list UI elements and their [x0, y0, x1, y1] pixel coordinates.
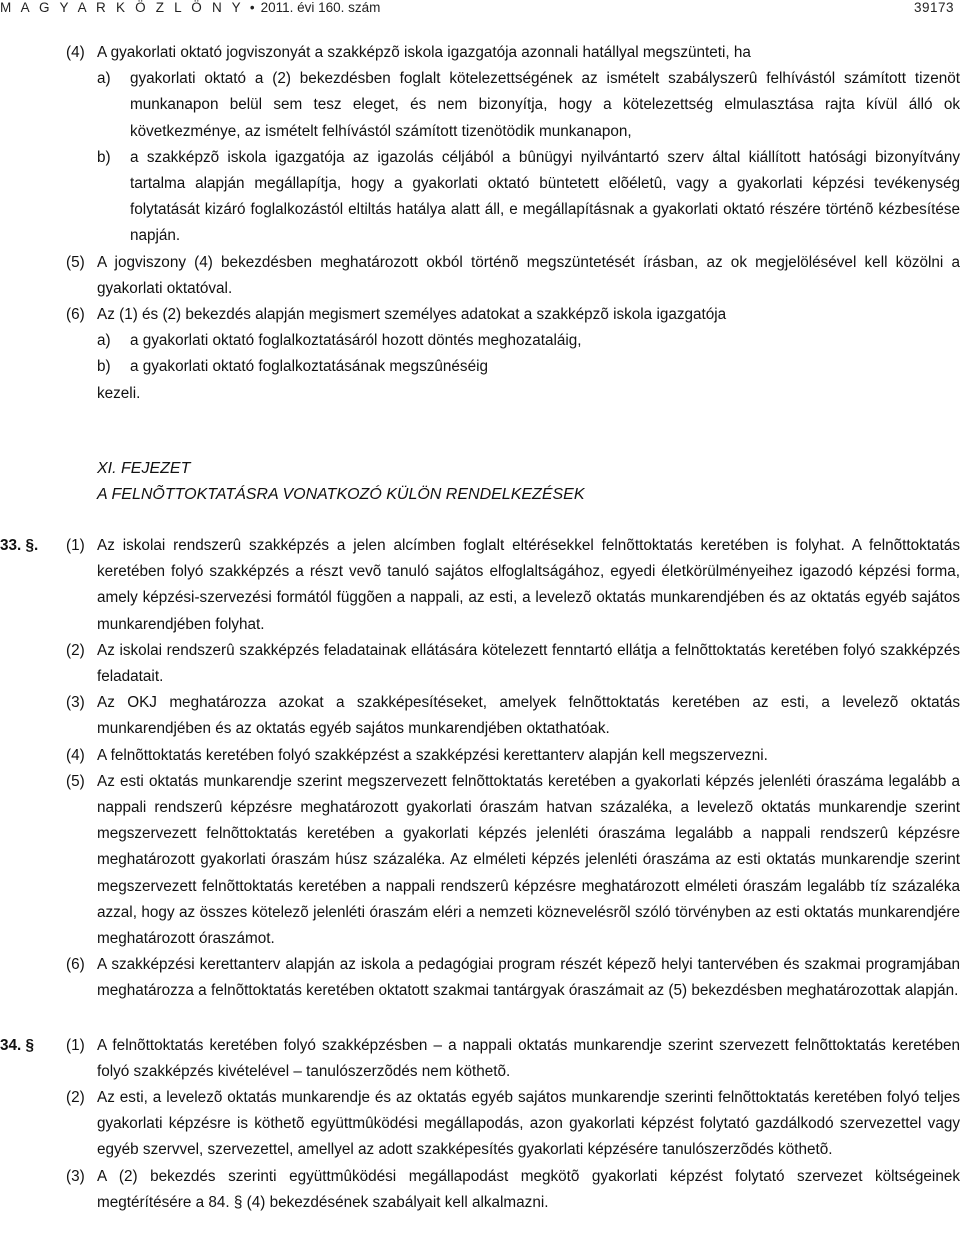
section-continued	[0, 40, 960, 407]
section-33-paragraph-4	[0, 743, 960, 769]
paragraph-number: (3)	[66, 694, 85, 712]
chapter-title: A FELNÕTTOKTATÁSRA VONATKOZÓ KÜLÖN RENDELKEZÉSEK	[97, 486, 585, 503]
point-letter: b)	[97, 148, 111, 166]
paragraph-text: Az esti, a levelezõ oktatás munkarendje és az oktatás egyéb sajátos munkarendje szerinti felnõttoktatás keretében folyó teljes gyakorlati képzésre is köthetõ együttmûködési megállapodás, azon gyakorlati képzést folytató gazdálkodó szervezettel vagy egyéb szervvel, szervezettel, amellyel az adott szakképesítés gyakorlati képzésére tanulószerzõdés köthetõ.	[97, 1089, 960, 1159]
point-letter: a)	[97, 332, 111, 350]
paragraph-number: (5)	[66, 253, 85, 271]
page-number: 39173	[913, 0, 954, 15]
header-journal-line	[0, 0, 380, 15]
section-34-paragraph-3	[0, 1164, 960, 1216]
paragraph-text: A felnõttoktatás keretében folyó szakképzést a szakképzési kerettanterv alapján kell megszervezni.	[97, 746, 768, 764]
paragraph-text: Az (1) és (2) bekezdés alapján megismert személyes adatokat a szakképzõ iskola igazgatója	[97, 306, 727, 324]
point-letter: b)	[97, 358, 111, 376]
point-a	[0, 66, 960, 145]
point-text: a gyakorlati oktató foglalkoztatásának megszûnéséig	[130, 358, 488, 376]
paragraph-text: A felnõttoktatás keretében folyó szakképzésben – a nappali oktatás munkarendje szerint szervezett felnõttoktatás keretében folyó szakképzés kivételével – tanulószerzõdés nem köthetõ.	[97, 1036, 960, 1080]
paragraph-4	[0, 40, 960, 66]
paragraph-text: Az OKJ meghatározza azokat a szakképesítéseket, amelyek felnõttoktatás keretében az esti, a levelezõ oktatás munkarendjében és az oktatás egyéb sajátos munkarendjében oktathatóak.	[97, 694, 960, 738]
paragraph-number: (6)	[66, 306, 85, 324]
paragraph-text: A gyakorlati oktató jogviszonyát a szakképzõ iskola igazgatója azonnali hatállyal megszünteti, ha	[97, 44, 751, 61]
paragraph-number: (6)	[66, 956, 85, 974]
page-header	[0, 0, 960, 20]
section-spacer	[0, 1005, 960, 1033]
paragraph-number: (5)	[66, 772, 85, 790]
paragraph-text: Az iskolai rendszerû szakképzés feladatainak ellátására kötelezett fenntartó ellátja a felnõttoktatás keretében folyó szakképzés feladatait.	[97, 641, 960, 686]
paragraph-6-point-a	[0, 328, 960, 354]
paragraph-6-closing	[0, 381, 960, 407]
paragraph-number: (4)	[66, 44, 85, 61]
section-33-paragraph-1	[0, 533, 960, 638]
section-33-paragraph-5	[0, 769, 960, 952]
sections-body	[0, 533, 960, 1216]
journal-title: M A G Y A R K Ö Z L Ö N Y	[0, 0, 244, 15]
section-34-paragraph-2	[0, 1085, 960, 1164]
paragraph-number: (2)	[66, 1089, 85, 1107]
chapter-heading	[0, 456, 960, 508]
bullet-separator: •	[249, 0, 255, 15]
closing-text: kezeli.	[97, 384, 141, 402]
section-33-paragraph-2	[0, 638, 960, 690]
paragraph-text: A (2) bekezdés szerinti együttmûködési megállapodást megkötõ gyakorlati képzést folytató szervezet költségeinek megtérítésére a 84. § (4) bekezdésének szabályait kell alkalmazni.	[97, 1167, 960, 1211]
paragraph-number: (1)	[66, 1036, 85, 1054]
section-33-paragraph-6	[0, 952, 960, 1004]
paragraph-5	[0, 250, 960, 302]
paragraph-6-point-b	[0, 354, 960, 380]
section-33-paragraph-3	[0, 690, 960, 742]
paragraph-number: (4)	[66, 746, 85, 764]
point-text: a gyakorlati oktató foglalkoztatásáról hozott döntés meghozataláig,	[130, 332, 582, 350]
issue-number: 2011. évi 160. szám	[260, 0, 381, 15]
chapter-number: XI. FEJEZET	[97, 460, 191, 477]
paragraph-text: Az esti oktatás munkarendje szerint megszervezett felnõttoktatás keretében a gyakorlati képzés jelenléti óraszáma legalább a nappali rendszerû képzésre meghatározott gyakorlati óraszám hatvan százaléka, a levelezõ oktatás munkarendje szerint megszervezett felnõttoktatás keretében a gyakorlati képzés jelenléti óraszáma legalább a nappali rendszerû képzésre meghatározott gyakorlati óraszám húsz százaléka. Az elméleti képzés jelenléti óraszáma az esti oktatás munkarendje szerint megszervezett felnõttoktatás keretében a nappali rendszerû képzésre meghatározott elméleti óraszám legalább tíz százaléka azzal, hogy az összes kötelezõ jelenléti óraszám eléri a nemzeti köznevelésrõl szóló törvényben az esti oktatás munkarendjére meghatározott óraszámot.	[97, 772, 960, 948]
paragraph-text: Az iskolai rendszerû szakképzés a jelen alcímben foglalt eltérésekkel felnõttoktatás keretében is folyhat. A felnõttoktatás keretében folyó szakképzés a részt vevõ tanuló sajátos elfoglaltságához, egyedi életkörülményeihez igazodó képzési forma, amely képzési-szervezési formától függõen a nappali, az esti, a levelezõ oktatás munkarendjében és az oktatás egyéb sajátos munkarendjében folyhat.	[97, 537, 960, 633]
paragraph-number: (1)	[66, 537, 85, 554]
point-text: a szakképzõ iskola igazgatója az igazolás céljából a bûnügyi nyilvántartó szerv által kiállított hatósági bizonyítvány tartalma alapján megállapítja, hogy a gyakorlati oktató büntetett elõéletû, vagy a gyakorlati képzési tevékenység folytatását kizáró foglalkozástól eltiltás hatálya alatt áll, e megállapításnak a gyakorlati oktató részére történõ kézbesítése napján.	[130, 148, 960, 245]
paragraph-text: A jogviszony (4) bekezdésben meghatározott okból történõ megszüntetését írásban, az ok megjelölésével kell közölni a gyakorlati oktatóval.	[97, 253, 960, 297]
section-34-paragraph-1	[0, 1033, 960, 1085]
point-b	[0, 145, 960, 250]
point-text: gyakorlati oktató a (2) bekezdésben foglalt kötelezettségének az ismételt szabályszerû felhívástól számított tizenöt munkanapon belül sem tesz eleget, és nem bizonyítja, hogy a kötelezettség elmulasztása rajta kívül álló ok következménye, az ismételt felhívástól számított tizenötödik munkanapon,	[130, 70, 960, 140]
section-number: 34. §	[0, 1036, 35, 1054]
paragraph-number: (2)	[66, 641, 85, 659]
paragraph-6	[0, 302, 960, 328]
section-number: 33. §.	[0, 537, 39, 554]
paragraph-number: (3)	[66, 1167, 85, 1185]
paragraph-text: A szakképzési kerettanterv alapján az iskola a pedagógiai program részét képezõ helyi tantervében és szakmai programjában meghatározza a felnõttoktatás keretében oktatott szakmai tantárgyak óraszámait az (5) bekezdésben meghatározottak alapján.	[97, 956, 960, 1000]
point-letter: a)	[97, 70, 111, 88]
